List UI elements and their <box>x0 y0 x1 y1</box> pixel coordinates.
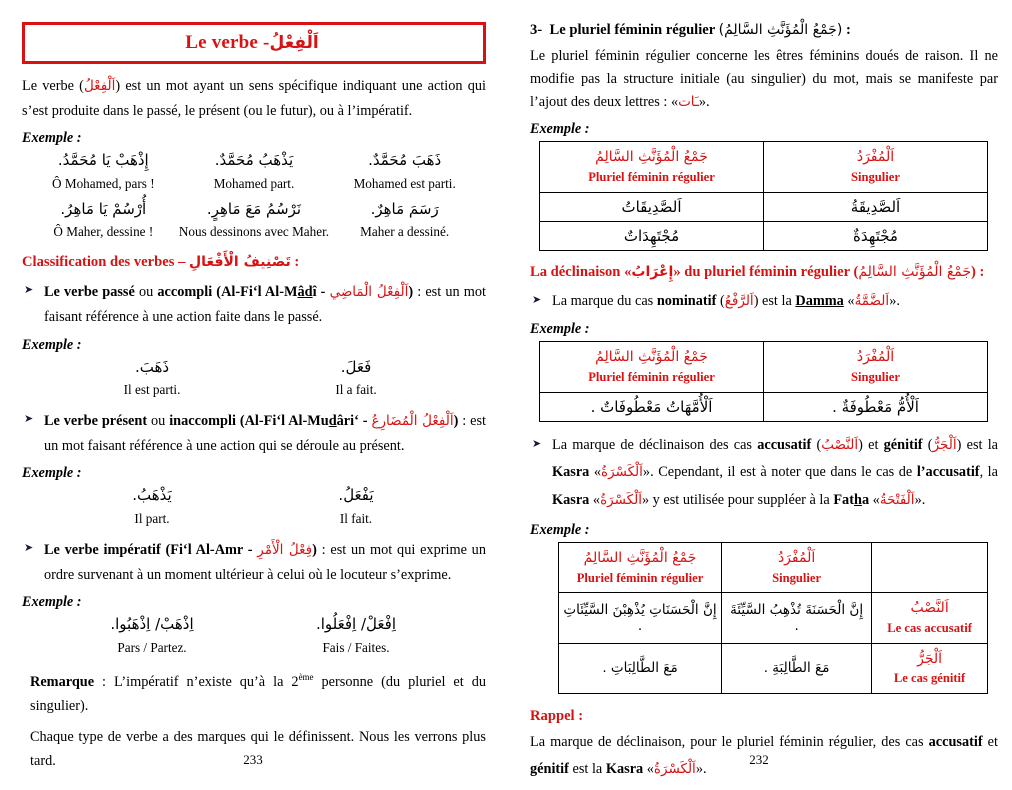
cell-singular: إِنَّ الْحَسَنَةَ تُذْهِبُ السَّيِّئَةَ . <box>722 593 872 643</box>
header-french: Singulier <box>851 369 900 384</box>
rappel-d: « <box>643 760 654 777</box>
examples-row-2 <box>22 198 486 243</box>
acc-c: ) et <box>858 436 884 453</box>
table-header-row <box>559 543 988 593</box>
example-cell <box>329 198 480 243</box>
declension-heading <box>530 264 998 281</box>
example-french: Maher a dessiné. <box>360 224 450 240</box>
cell-case <box>872 643 988 693</box>
example-cell <box>50 613 254 658</box>
example-french: Pars / Partez. <box>117 639 187 655</box>
table-cases-examples <box>558 542 988 694</box>
section-intro-arabic: ـَات <box>678 94 699 111</box>
example-cell <box>254 613 458 658</box>
verb-translit-i: î - <box>312 284 330 301</box>
header-arabic: اَلْمُفْرَدُ <box>856 149 895 166</box>
acc-arabic-4: اَلْكَسْرَةُ <box>600 492 642 509</box>
cell-singular: اَلصَّدِيقَةُ <box>764 192 988 221</box>
section-intro-b: ». <box>698 94 710 111</box>
example-label-verb-3: Exemple : <box>22 594 82 611</box>
section-intro-a: Le pluriel féminin régulier concerne les êtres féminins doués de raison. Il ne modifie pas la structure initiale (au singulier) du mot, mais se manifeste par l’ajout des deux lettres : « <box>530 48 998 111</box>
example-label-r2: Exemple : <box>530 321 590 338</box>
verb-title-2: accompli <box>157 284 213 301</box>
closing-paragraph: Chaque type de verbe a des marques qui le définissent. Nous les verrons plus tard. <box>30 728 486 770</box>
header-french <box>876 569 983 588</box>
acc-bold-5: Kasra <box>552 492 590 509</box>
example-arabic: يَذْهَبُ. <box>132 486 172 505</box>
example-label-verb-2: Exemple : <box>22 465 82 482</box>
verb-translit-close: ) <box>453 413 459 430</box>
rappel-label: Rappel : <box>530 707 584 724</box>
cell-plural: مُجْتَهِدَاتٌ <box>540 221 764 250</box>
declension-part2: » du pluriel féminin régulier ( <box>673 263 859 280</box>
verb-mid: ou <box>134 284 158 301</box>
example-arabic: اِفْعَلْ/ اِفْعَلُوا. <box>316 615 396 634</box>
declension-arabic-1: إِعْرَابُ <box>631 263 674 280</box>
page-title-box <box>22 22 486 64</box>
acc-arabic-3: اَلْكَسْرَةُ <box>601 464 643 481</box>
acc-l: ». <box>914 492 926 509</box>
intro-paragraph <box>22 74 486 123</box>
classification-heading-fr: Classification des verbes – <box>22 254 186 271</box>
example-label-verb-1: Exemple : <box>22 336 82 353</box>
example-cell <box>50 484 254 529</box>
nom-b: ( <box>716 292 725 309</box>
rappel-b: et <box>982 733 998 750</box>
page-title: Le verbe - <box>185 32 270 53</box>
example-cell <box>50 356 254 401</box>
verb-translit-open: (Al-Fi‘l Al-Mu <box>235 413 329 430</box>
verb-title: Le verbe passé <box>44 284 135 301</box>
nom-bold: nominatif <box>656 292 717 309</box>
example-cell <box>28 198 179 243</box>
verb-translit-i: âri‘ - <box>336 413 372 430</box>
acc-bold-2: génitif <box>883 436 923 453</box>
intro-arabic: اَلْفِعْلُ <box>83 78 116 94</box>
accusative-bullet <box>530 432 998 516</box>
verb-item-passe <box>22 280 486 329</box>
header-arabic: جَمْعُ الْمُؤَنَّثِ السَّالِمُ <box>595 149 708 166</box>
declension-part3: ) : <box>971 263 985 280</box>
verb-translit-close: ) <box>312 541 317 558</box>
acc-a: La marque de déclinaison des cas <box>552 436 758 453</box>
table-nominative-examples <box>539 341 988 421</box>
acc-d: ( <box>922 436 933 453</box>
remark-text-a: : L’impératif n’existe qu’à la 2 <box>94 673 299 690</box>
section-title: Le pluriel féminin régulier <box>549 22 715 38</box>
acc-bold-6-b: a <box>861 492 870 509</box>
cell-plural: اَلصَّدِيقَاتُ <box>540 192 764 221</box>
verb-translit-open: (Fi‘l Al-Amr - <box>160 541 258 558</box>
section-intro <box>530 45 998 114</box>
case-french: Le cas génitif <box>893 670 966 685</box>
cell-plural: اَلْأُمَّهَاتُ مَعْطُوفَاتٌ . <box>540 392 764 421</box>
example-arabic: اِذْهَبْ/ اِذْهَبُوا. <box>110 615 194 634</box>
table2-wrapper <box>530 341 998 421</box>
verb-arabic-term: فِعْلُ الْأَمْرِ <box>257 541 313 558</box>
verb-desc: : est un mot faisant référence à une action faite dans le passé. <box>44 284 486 325</box>
verb-desc: : est un mot qui exprime un ordre survenant à un moment ultérieur à celui où le locuteur s’exprime. <box>44 541 486 583</box>
section-heading <box>530 22 998 39</box>
header-arabic: جَمْعُ الْمُؤَنَّثِ السَّالِمُ <box>595 349 708 366</box>
verb-item-present <box>22 409 486 458</box>
example-arabic: فَعَلَ. <box>340 357 372 376</box>
example-cell <box>28 149 179 194</box>
rappel-a: La marque de déclinaison, pour le pluriel féminin régulier, des cas <box>530 733 929 750</box>
table-header-row <box>540 342 988 392</box>
verb-arabic-term: اَلْفِعْلُ الْمَاضِي <box>329 284 409 301</box>
example-cell <box>329 149 480 194</box>
verb-translit-d: d <box>304 284 313 301</box>
cell-singular: اَلْأُمُّ مَعْطُوفَةٌ . <box>764 392 988 421</box>
examples-verb-3 <box>22 613 486 658</box>
table-header-cell-singular <box>764 342 988 392</box>
example-arabic: نَرْسُمُ مَعَ مَاهِرٍ. <box>206 199 302 218</box>
cell-singular: مَعَ الطَّالِبَةِ . <box>722 643 872 693</box>
folio-left: 233 <box>243 752 263 767</box>
verb-desc: : est un mot faisant référence à une action qui se déroule au présent. <box>44 413 486 454</box>
nom-arabic-2: اَلضَّمَّةُ <box>854 292 890 309</box>
acc-bold-6: Fat <box>833 492 854 509</box>
examples-row-1 <box>22 149 486 194</box>
nom-c: ) est la <box>753 292 796 309</box>
header-french: Singulier <box>851 169 900 184</box>
verb-title-2: inaccompli <box>169 413 236 430</box>
verb-item-imperatif <box>22 538 486 587</box>
cell-plural: إِنَّ الْحَسَنَاتِ يُذْهِبْنَ السَّيِّئَاتِ . <box>559 593 722 643</box>
example-arabic: رَسَمَ مَاهِرٌ. <box>370 199 439 218</box>
rappel-e: ». <box>695 760 707 777</box>
header-french: Pluriel féminin régulier <box>576 570 704 585</box>
example-arabic: ذَهَبَ مُحَمَّدٌ. <box>368 151 442 170</box>
rappel-bold-3: Kasra <box>605 760 644 777</box>
declension-part1: La déclinaison « <box>530 263 632 280</box>
table-header-cell-singular <box>722 543 872 593</box>
classification-heading <box>22 254 486 271</box>
cell-singular: مُجْتَهِدَةٌ <box>764 221 988 250</box>
case-french: Le cas accusatif <box>887 620 972 635</box>
example-french: Il est parti. <box>123 382 181 398</box>
intro-part1: Le verbe ( <box>22 78 84 94</box>
example-french: Mohamed est parti. <box>353 175 456 191</box>
remark-paragraph <box>22 670 486 719</box>
nom-bold-underline: Damma <box>795 292 844 309</box>
section-number: 3- <box>530 22 543 38</box>
header-arabic <box>876 548 983 568</box>
example-arabic: أُرْسُمْ يَا مَاهِرُ. <box>60 199 147 218</box>
rappel-c: est la <box>568 760 606 777</box>
cell-case <box>872 593 988 643</box>
acc-j: » y est utilisée pour suppléer à la <box>641 492 834 509</box>
nom-arabic-1: اَلرَّفْعُ <box>724 292 754 309</box>
example-label-1: Exemple : <box>22 130 82 147</box>
table-plural-examples <box>539 141 988 250</box>
examples-verb-2 <box>22 484 486 529</box>
acc-bold-1: accusatif <box>757 436 812 453</box>
page-title-arabic: اَلْفِعْلُ <box>269 33 319 53</box>
example-cell <box>254 484 458 529</box>
table-header-cell-singular <box>764 142 988 192</box>
acc-bold-6-u: h <box>853 492 862 509</box>
example-label-r3: Exemple : <box>530 522 590 539</box>
verb-translit-u: d <box>328 413 337 430</box>
right-page <box>506 0 1012 790</box>
example-cell <box>254 356 458 401</box>
cell-plural: مَعَ الطَّالِبَاتِ . <box>559 643 722 693</box>
table-row <box>540 221 988 250</box>
acc-arabic-1: اَلنَّصْبُ <box>821 436 859 453</box>
table3-wrapper <box>530 542 998 694</box>
acc-f: « <box>589 464 602 481</box>
acc-i: « <box>589 492 601 509</box>
example-french: Il part. <box>134 510 170 526</box>
acc-h: , la <box>979 464 998 481</box>
intro-part2: ) est un mot ayant un sens spécifique indiquant une action qui s’est produite dans le passé, le présent (ou le futur), ou à l’impératif. <box>22 78 486 119</box>
remark-sup: ème <box>298 671 314 682</box>
table-row <box>540 192 988 221</box>
header-french: Pluriel féminin régulier <box>588 369 715 384</box>
example-cell <box>179 198 330 243</box>
table-header-cell-plural <box>540 142 764 192</box>
section-title-arabic: (جَمْعُ الْمُؤَنَّثِ السَّالِمُ) <box>718 22 843 38</box>
table-row <box>559 593 988 643</box>
example-french: Mohamed part. <box>213 175 295 191</box>
case-arabic: اَلنَّصْبُ <box>910 600 949 617</box>
verb-translit-open: (Al-Fi‘l Al-M <box>212 284 298 301</box>
verb-translit-u: â <box>297 284 305 301</box>
table1-wrapper <box>530 141 998 250</box>
acc-bold-4: l’accusatif <box>916 464 980 481</box>
header-arabic: اَلْمُفْرَدُ <box>777 550 816 567</box>
example-cell <box>179 149 330 194</box>
section-colon: : <box>845 22 851 38</box>
folio-right: 232 <box>749 752 769 767</box>
example-french: Ô Mohamed, pars ! <box>52 175 155 191</box>
remark-text-b: personne (du pluriel et du singulier). <box>30 673 486 715</box>
acc-k: « <box>869 492 880 509</box>
header-arabic: جَمْعُ الْمُؤَنَّثِ السَّالِمُ <box>583 550 697 567</box>
acc-bold-3: Kasra <box>552 464 590 481</box>
verb-mid: ou <box>147 413 170 430</box>
remark-label: Remarque <box>30 673 95 690</box>
verb-title: Le verbe présent <box>44 413 148 430</box>
acc-e: ) est la <box>956 436 999 453</box>
declension-arabic-2: جَمْعُ الْمُؤَنَّثِ السَّالِمُ <box>858 263 972 280</box>
header-arabic: اَلْمُفْرَدُ <box>856 349 895 366</box>
classification-heading-ar: تَصْنِيفُ الْأَفْعَالِ <box>189 254 291 271</box>
acc-g: ». Cependant, il est à noter que dans le cas de <box>642 464 917 481</box>
example-arabic: ذَهَبَ. <box>134 357 170 376</box>
acc-b: ( <box>811 436 822 453</box>
classification-heading-colon: : <box>294 254 300 271</box>
rappel-bold-2: génitif <box>530 760 569 777</box>
verb-title: Le verbe impératif <box>44 541 161 558</box>
nom-a: La marque du cas <box>552 292 657 309</box>
header-french: Singulier <box>772 570 822 585</box>
example-french: Ô Maher, dessine ! <box>53 224 154 240</box>
case-arabic: اَلْجَرُّ <box>917 650 943 667</box>
table-header-row <box>540 142 988 192</box>
example-french: Il a fait. <box>335 382 377 398</box>
verb-arabic-term: اَلْفِعْلُ الْمُضَارِعُ <box>371 413 454 430</box>
example-arabic: يَذْهَبُ مُحَمَّدٌ. <box>214 151 294 170</box>
table-row <box>559 643 988 693</box>
examples-verb-1 <box>22 356 486 401</box>
nom-e: ». <box>889 292 900 309</box>
table-row <box>540 392 988 421</box>
acc-arabic-5: اَلْفَتْحَةُ <box>879 492 915 509</box>
header-french: Pluriel féminin régulier <box>588 169 715 184</box>
rappel-arabic: اَلْكَسْرَةُ <box>653 760 696 777</box>
example-french: Nous dessinons avec Maher. <box>178 224 330 240</box>
verb-translit-close: ) <box>408 284 414 301</box>
table-header-cell-plural <box>559 543 722 593</box>
example-french: Fais / Faites. <box>322 639 390 655</box>
acc-arabic-2: اَلْجَرُّ <box>932 436 957 453</box>
table-header-cell-case <box>872 543 988 593</box>
nom-d: « <box>843 292 855 309</box>
example-arabic: يَفْعَلُ. <box>338 486 374 505</box>
nominative-bullet <box>530 289 998 315</box>
example-label-r1: Exemple : <box>530 121 590 138</box>
table-header-cell-plural <box>540 342 764 392</box>
example-french: Il fait. <box>339 510 373 526</box>
example-arabic: إِذْهَبْ يَا مُحَمَّدُ. <box>57 151 149 170</box>
rappel-bold-1: accusatif <box>928 733 983 750</box>
